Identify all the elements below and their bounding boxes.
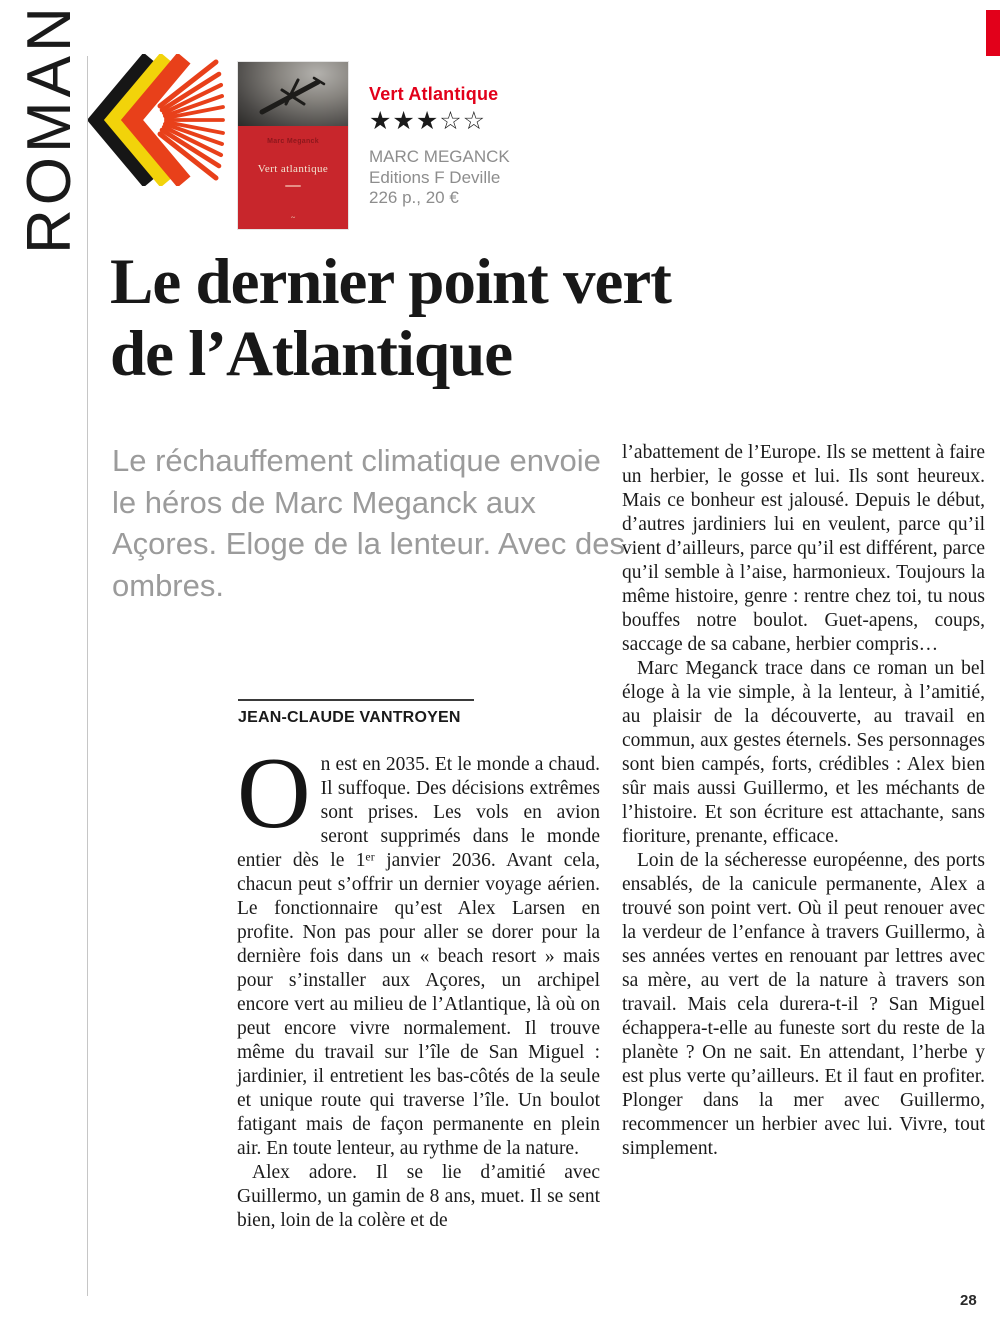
paragraph-text: n est en 2035. Et le monde a chaud. Il suffoque. Des décisions extrêmes sont prises. Les vols en avion seront supprimés dans le monde entier dès le 1ᵉʳ janvier 2036. Avant cela, chacun peut s’offrir un dernier voyage aérien. Le fonctionnaire qu’est Alex Larsen en profite. Non pas pour aller se dorer pour la dernière fois dans un « beach resort » mais pour s’installer aux Açores, un archipel encore vert au milieu de l’Atlantique, là où on peut encore vivre normalement. Il trouve même du travail sur l’île de San Miguel : jardinier, il entretient les bas-côtés de la seule et unique route qui traverse l’île. Un boulot fatigant mais de façon permanente en plein air. En toute lenteur, au rythme de la nature. [237,754,600,1159]
chevron-arrow-icon [88,54,226,186]
page-number: 28 [960,1292,977,1309]
publisher-logo: ~ [290,213,296,222]
body-paragraph: Loin de la sécheresse européenne, des ports ensablés, de la canicule permanente, Alex a trouvé son point vert. Où il peut renouer avec la verdeur de l’enfance à travers Guillermo, à ses années vertes en renouant par lettres avec sa mère, au vert de la nature à travers son travail. Mais cela durera-t-il ? San Miguel échappera-t-elle au funeste sort du reste de la planète ? On ne sait. En attendant, l’herbe y est plus verte qu’ailleurs. Et il faut en profiter. Plonger dans la mer avec Guillermo, recommencer un herbier avec lui. Vivre, tout simplement. [622,850,985,1159]
book-publisher: Editions F Deville [369,167,501,187]
body-paragraph: Marc Meganck trace dans ce roman un bel éloge à la vie simple, à la lenteur, à l’amitié, au plaisir de la découverte, au travail en commun, aux gestes éternels. Ses personnages sont bien campés, forts, crédibles : Alex bien sûr mais aussi Guillermo, et les méchants de l’histoire. Et son écriture est attachante, sans fioriture, prenante, efficace. [622,658,985,847]
byline: JEAN-CLAUDE VANTROYEN [238,709,461,726]
book-cover-lower [238,126,348,229]
book-details: 226 p., 20 € [369,188,459,207]
article-headline [110,246,850,390]
section-label: ROMAN [15,3,84,254]
book-author: MARC MEGANCK [369,147,510,166]
cover-title: Vert atlantique [257,163,329,175]
byline-block [238,699,474,727]
cover-subtitle-mark [285,185,301,187]
book-cover [238,62,348,229]
headline-line1: Le dernier point vert [110,246,671,318]
dropcap: O [237,737,311,850]
cover-author: Marc Meganck [267,138,319,145]
left-vertical-rule [87,56,88,1296]
airplane-icon [252,70,334,118]
star-rating: ★★★☆☆ [369,106,487,135]
page-edge-red-tab [986,10,1000,56]
book-info-block [369,84,629,209]
body-paragraph: l’abattement de l’Europe. Ils se mettent à faire un herbier, le gosse et lui. Ils sont heureux. Mais ce bonheur est jalousé. Depuis le début, d’autres jardiniers lui en veulent, parce qu’il vient d’ailleurs, parce qu’il est différent, parce qu’il semble à l’aise, harmonieux. Toujours la même histoire, genre : rentre chez toi, tu nous bouffes notre boulot. Guet-apens, coups, saccage de sa cabane, herbier compris… [622,442,985,655]
body-column-right [622,441,985,1290]
article-lede: Le réchauffement climatique envoie le héros de Marc Meganck aux Açores. Eloge de la lenteur. Avec des ombres. [112,443,625,603]
body-paragraph: Alex adore. Il se lie d’amitié avec Guillermo, un gamin de 8 ans, muet. Il se sent bien, loin de la colère et de [237,1162,600,1231]
headline-line2: de l’Atlantique [110,318,513,390]
book-cover-photo [238,62,348,126]
book-title: Vert Atlantique [369,84,499,104]
body-paragraph [237,737,600,1161]
body-column-left [237,737,600,1290]
